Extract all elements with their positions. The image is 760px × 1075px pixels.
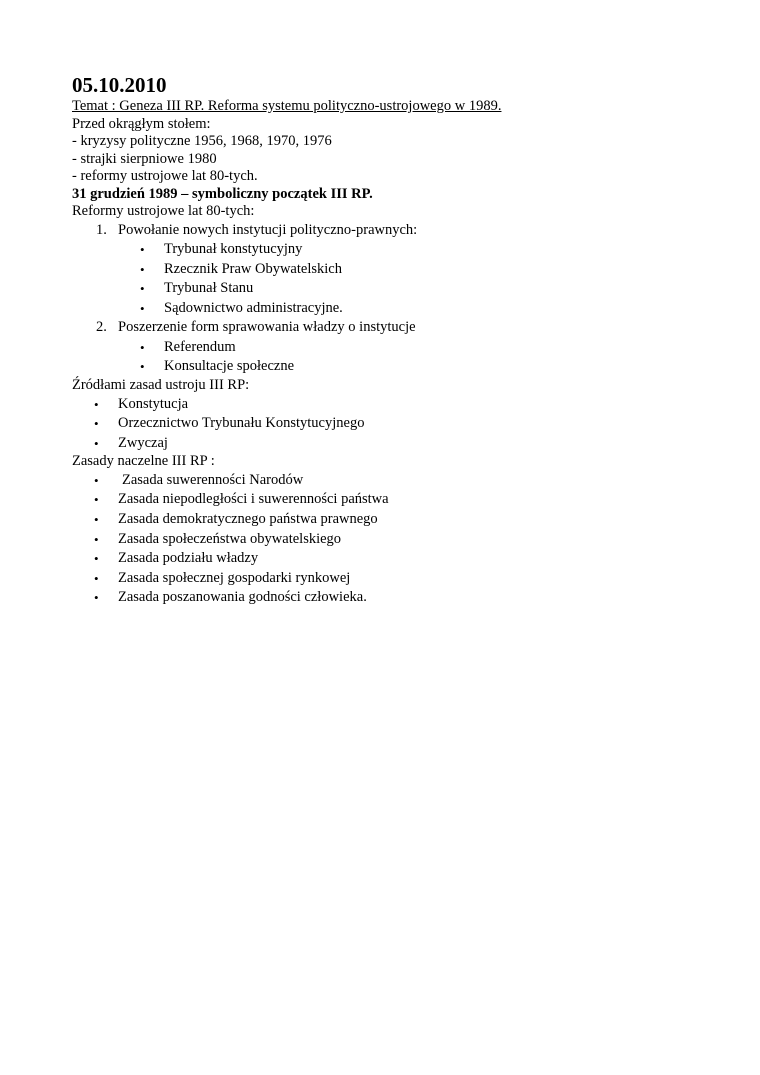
list-item-text: Zasada społeczeństwa obywatelskiego: [118, 530, 342, 547]
list-item-text: Konstytucja: [118, 395, 189, 412]
sources-list: [72, 395, 700, 454]
list-item-text: Rzecznik Praw Obywatelskich: [164, 260, 342, 277]
reforms-list: [72, 221, 700, 241]
list-item: [118, 338, 700, 358]
intro-item: - kryzysy polityczne 1956, 1968, 1970, 1976: [72, 133, 332, 149]
bullet-icon: •: [94, 492, 99, 508]
reforms-list-continued: [72, 318, 700, 338]
document-date: 05.10.2010: [72, 73, 167, 97]
list-item-text: Orzecznictwo Trybunału Konstytucyjnego: [118, 415, 365, 432]
reform-label: Powołanie nowych instytucji polityczno-prawnych:: [118, 221, 418, 238]
list-item: [118, 260, 700, 280]
reform-label: Poszerzenie form sprawowania władzy o instytucje: [118, 319, 416, 336]
bullet-icon: •: [94, 590, 99, 606]
list-item: [72, 588, 700, 608]
list-item-text: Zasada społecznej gospodarki rynkowej: [118, 569, 351, 586]
bullet-icon: •: [94, 512, 99, 528]
bullet-icon: •: [140, 359, 145, 375]
reform-subitems: [72, 338, 700, 377]
list-number: 2.: [96, 319, 107, 336]
key-statement: 31 grudzień 1989 – symboliczny początek III RP.: [72, 185, 373, 202]
list-item-text: Zasada niepodległości i suwerenności państwa: [118, 491, 389, 508]
bullet-icon: •: [94, 472, 99, 488]
principles-heading: Zasady naczelne III RP :: [72, 453, 215, 470]
bullet-icon: •: [94, 396, 99, 412]
list-item-text: Zasada demokratycznego państwa prawnego: [118, 511, 378, 528]
list-item: [118, 357, 700, 377]
intro-item: - strajki sierpniowe 1980: [72, 150, 217, 167]
list-item: [72, 414, 700, 434]
intro-item: - reformy ustrojowe lat 80-tych.: [72, 168, 258, 184]
list-item: [72, 549, 700, 569]
list-item-text: Trybunał konstytucyjny: [164, 241, 303, 257]
bullet-icon: •: [140, 339, 145, 355]
list-item: [72, 510, 700, 530]
list-item: [72, 530, 700, 550]
reform-subitems: [72, 240, 700, 318]
bullet-icon: •: [94, 416, 99, 432]
list-item: [72, 490, 700, 510]
list-item: [118, 279, 700, 299]
reform-item: [72, 221, 700, 241]
bullet-icon: •: [140, 300, 145, 316]
list-item-text: Referendum: [164, 338, 236, 355]
intro-heading: Przed okrągłym stołem:: [72, 115, 211, 132]
list-item-text: Zasada poszanowania godności człowieka.: [118, 589, 367, 606]
bullet-icon: •: [140, 281, 145, 297]
principles-list: [72, 471, 700, 608]
bullet-icon: •: [94, 570, 99, 586]
sources-heading: Źródłami zasad ustroju III RP:: [72, 377, 250, 394]
list-item: [72, 471, 700, 491]
list-item: [118, 299, 700, 319]
bullet-icon: •: [94, 551, 99, 567]
list-number: 1.: [96, 221, 107, 238]
reforms-heading: Reformy ustrojowe lat 80-tych:: [72, 203, 255, 219]
bullet-icon: •: [140, 261, 145, 277]
bullet-icon: •: [140, 242, 145, 257]
bullet-icon: •: [94, 435, 99, 451]
list-item-text: Konsultacje społeczne: [164, 358, 295, 375]
list-item: [72, 395, 700, 415]
list-item: [72, 569, 700, 589]
topic-line: Temat : Geneza III RP. Reforma systemu polityczno-ustrojowego w 1989.: [72, 98, 502, 114]
list-item-text: Zasada suwerenności Narodów: [122, 471, 304, 488]
list-item: [118, 240, 700, 260]
list-item-text: Zasada podziału władzy: [118, 550, 259, 567]
reform-item: [72, 318, 700, 338]
list-item: [72, 434, 700, 454]
list-item-text: Zwyczaj: [118, 434, 168, 451]
list-item-text: Trybunał Stanu: [164, 280, 254, 297]
bullet-icon: •: [94, 531, 99, 547]
list-item-text: Sądownictwo administracyjne.: [164, 299, 343, 316]
